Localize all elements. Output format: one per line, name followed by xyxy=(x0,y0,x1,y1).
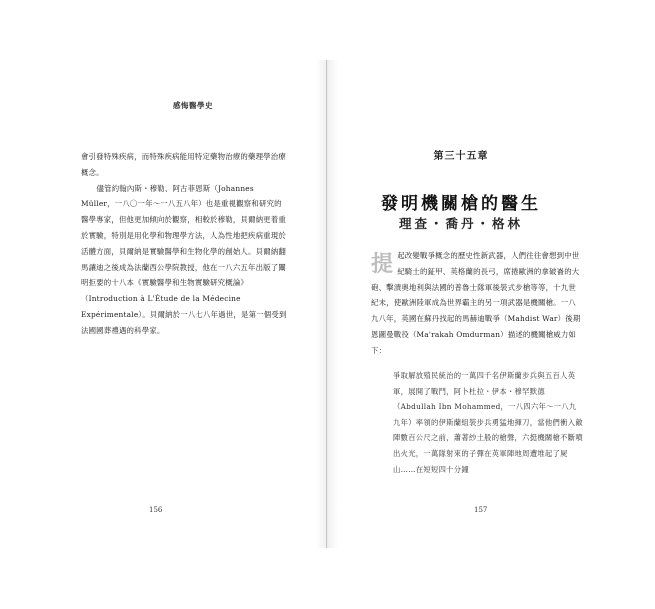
left-body-text xyxy=(81,149,289,339)
paragraph: 起改變戰爭概念的歷史性新武器，人們往往會想到中世紀騎士的鉦甲、英格蘭的長弓，席捲歐洲的拿破崙的大砲、擊潰奧地利與法國的普魯士隊軍後裝式步槍等等，十九世紀末，使歐洲陸軍成為世界霸主的另一項武器是機關槍。一八九八年，英國在蘇丹找起的馬赫迪戰爭（Mahdist War）後期恩圖曼戰役（Ma'rakah Omdurman）描述的機關槍威力如下： xyxy=(371,251,581,355)
chapter-title: 發明機關槍的醫生 xyxy=(381,194,541,214)
paragraph: 會引發特殊疾病，而特殊疾病能用特定藥物治療的藥理學治療概念。 xyxy=(81,152,286,177)
chapter-subtitle: 理查・喬丹・格林 xyxy=(398,216,523,231)
right-body-text xyxy=(371,248,581,359)
quote-text: 爭取解放殖民統治的一萬四千名伊斯蘭步兵與五百人英軍，展開了戰鬥，阿卜杜拉・伊本・穆罕默德（Abdullah Ibn Mohammed，一八四六年～一八九九年）率領的伊斯蘭組裝步兵勇猛地揮刀，當他們衝入敵陣數百公尺之前，蕭著紗土般的槍聲，六挺機關槍不斷噴出火光，一萬隊射來的子彈在英軍陣地周遭堆起了屍山……在短短四十分鐘 xyxy=(393,371,583,474)
paragraph: 儘管約翰內斯・穆勒、阿古菲恩斯（Johannes Müller，一八〇一年～一八五八年）也是重視觀察和研究的醫學專家，但他更加傾向於觀察，相較於穆勒，貝爾納更着重於實驗，特別是用化學和物理學方法，人為性地把疾病重現於活體方面，貝爾納是實驗醫學和生物化學的創始人。貝爾納翻馬讓迪之後成為法蘭西公學院教授，他在一八六五年出版了闡明拒要的十八本《實驗醫學和生物實驗研究概論》（Introduction à L'Étude de la Médecine Expérimentale）。貝爾納於一八七八年過世，是第一個受到法國國葬禮遇的科學家。 xyxy=(81,183,287,335)
running-head: 感悔醫學史 xyxy=(173,101,213,110)
block-quote xyxy=(393,368,583,477)
page-number: 156 xyxy=(149,506,163,514)
page-number: 157 xyxy=(474,506,488,514)
left-page xyxy=(60,60,327,548)
right-page xyxy=(327,60,595,548)
chapter-number: 第三十五章 xyxy=(433,151,489,162)
drop-cap: 提 xyxy=(371,251,394,277)
